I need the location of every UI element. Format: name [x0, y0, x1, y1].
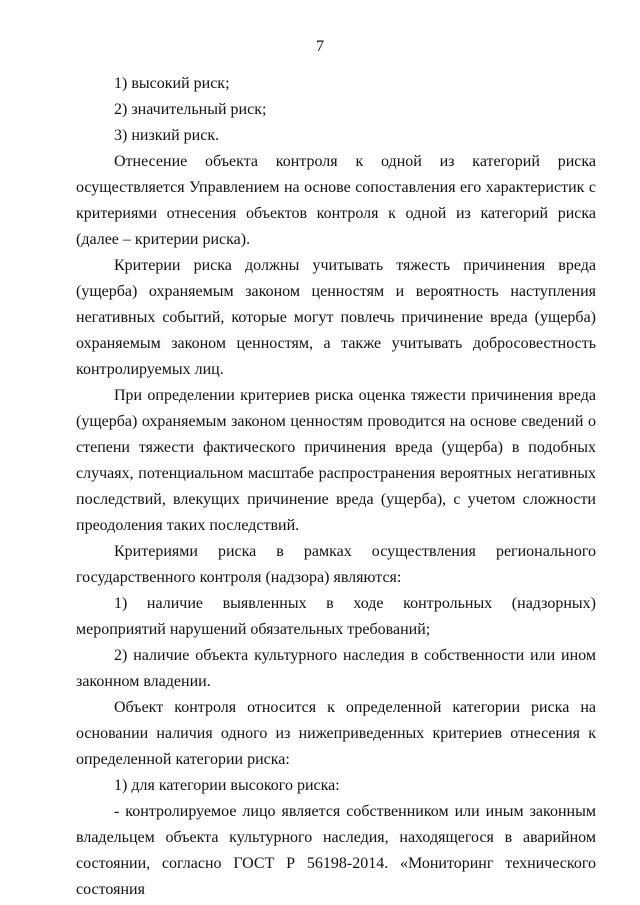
- document-body: [76, 71, 596, 903]
- page-number: 7: [316, 38, 324, 55]
- risk-level-low: 3) низкий риск.: [114, 127, 220, 144]
- high-risk-criterion-emergency: - контролируемое лицо является собственником или иным законным владельцем объекта культурного наследия, находящегося в аварийном состоянии, согласно ГОСТ Р 56198-2014. «Мониторинг технического состояния: [76, 803, 596, 898]
- criterion-violations: 1) наличие выявленных в ходе контрольных (надзорных) мероприятий нарушений обязательных требований;: [76, 595, 596, 638]
- criterion-ownership: 2) наличие объекта культурного наследия в собственности или ином законном владении.: [76, 647, 596, 690]
- paragraph-risk-assignment: Отнесение объекта контроля к одной из категорий риска осуществляется Управлением на основе сопоставления его характеристик с критериями отнесения объектов контроля к одной из категорий риска (далее – критерии риска).: [76, 153, 596, 248]
- risk-level-significant: 2) значительный риск;: [114, 101, 267, 118]
- paragraph-harm-assessment: При определении критериев риска оценка тяжести причинения вреда (ущерба) охраняемым законом ценностям проводится на основе сведений о степени тяжести фактического причинения вреда (ущерба) в подобных случаях, потенциальном масштабе распространения вероятных негативных последствий, влекущих причинение вреда (ущерба), с учетом сложности преодоления таких последствий.: [76, 387, 596, 534]
- paragraph-criteria-intro: Критериями риска в рамках осуществления регионального государственного контроля (надзора) являются:: [76, 543, 596, 586]
- paragraph-category-assignment: Объект контроля относится к определенной категории риска на основании наличия одного из нижеприведенных критериев отнесения к определенной категории риска:: [76, 699, 596, 768]
- paragraph-risk-criteria: Критерии риска должны учитывать тяжесть причинения вреда (ущерба) охраняемым законом ценностям и вероятность наступления негативных событий, которые могут повлечь причинение вреда (ущерба) охраняемым законом ценностям, а также учитывать добросовестность контролируемых лиц.: [76, 257, 596, 378]
- risk-level-high: 1) высокий риск;: [114, 75, 230, 92]
- high-risk-category-heading: 1) для категории высокого риска:: [114, 777, 340, 794]
